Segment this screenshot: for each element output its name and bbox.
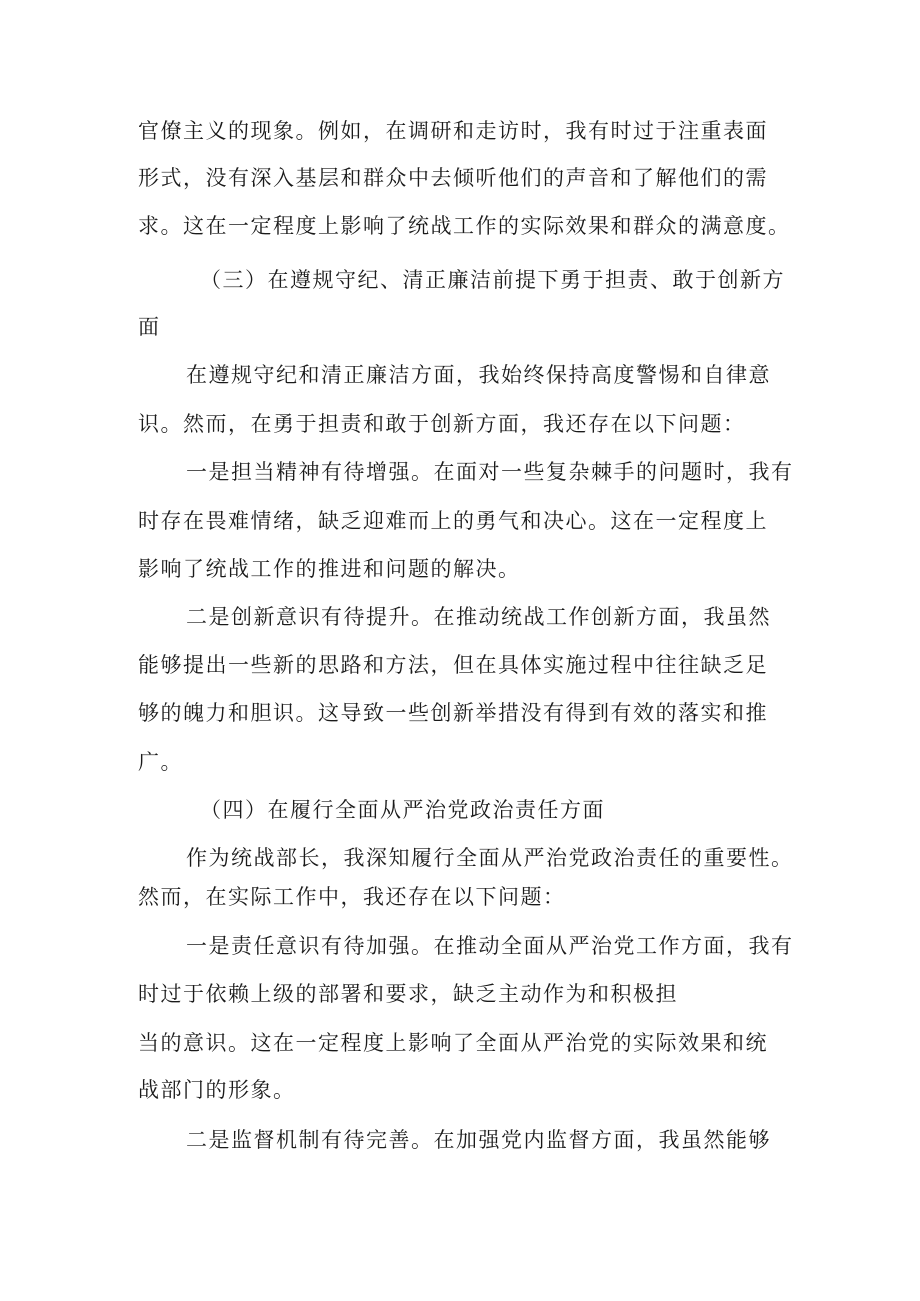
section-heading: （三）在遵规守纪、清正廉洁前提下勇于担责、敢于创新方 xyxy=(200,268,785,292)
text-line: 时存在畏难情绪，缺乏迎难而上的勇气和决心。这在一定程度上 xyxy=(138,509,768,533)
text-line: 形式，没有深入基层和群众中去倾听他们的声音和了解他们的需 xyxy=(138,166,768,190)
text-line: 战部门的形象。 xyxy=(138,1078,296,1102)
section-heading: （四）在履行全面从严治党政治责任方面 xyxy=(200,798,605,822)
text-line: 一是责任意识有待加强。在推动全面从严治党工作方面，我有 xyxy=(186,934,794,958)
text-line: 能够提出一些新的思路和方法，但在具体实施过程中往往缺乏足 xyxy=(138,653,768,677)
text-line: 二是监督机制有待完善。在加强党内监督方面，我虽然能够 xyxy=(186,1128,771,1152)
text-line: 官僚主义的现象。例如，在调研和走访时，我有时过于注重表面 xyxy=(138,119,768,143)
text-line: 在遵规守纪和清正廉洁方面，我始终保持高度警惕和自律意 xyxy=(186,363,771,387)
text-line: 够的魄力和胆识。这导致一些创新举措没有得到有效的落实和推 xyxy=(138,701,768,725)
text-line: 影响了统战工作的推进和问题的解决。 xyxy=(138,557,521,581)
text-line: 广。 xyxy=(138,750,183,774)
text-line: 时过于依赖上级的部署和要求，缺乏主动作为和积极担 xyxy=(138,982,678,1006)
section-heading-continuation: 面 xyxy=(138,315,161,339)
text-line: 然而，在实际工作中，我还存在以下问题： xyxy=(138,885,566,909)
text-line: 当的意识。这在一定程度上影响了全面从严治党的实际效果和统 xyxy=(138,1031,768,1055)
text-line: 作为统战部长，我深知履行全面从严治党政治责任的重要性。 xyxy=(186,846,794,870)
text-line: 识。然而，在勇于担责和敢于创新方面，我还存在以下问题： xyxy=(138,412,746,436)
text-line: 二是创新意识有待提升。在推动统战工作创新方面，我虽然 xyxy=(186,605,771,629)
text-line: 一是担当精神有待增强。在面对一些复杂棘手的问题时，我有 xyxy=(186,460,794,484)
text-line: 求。这在一定程度上影响了统战工作的实际效果和群众的满意度。 xyxy=(138,214,791,238)
